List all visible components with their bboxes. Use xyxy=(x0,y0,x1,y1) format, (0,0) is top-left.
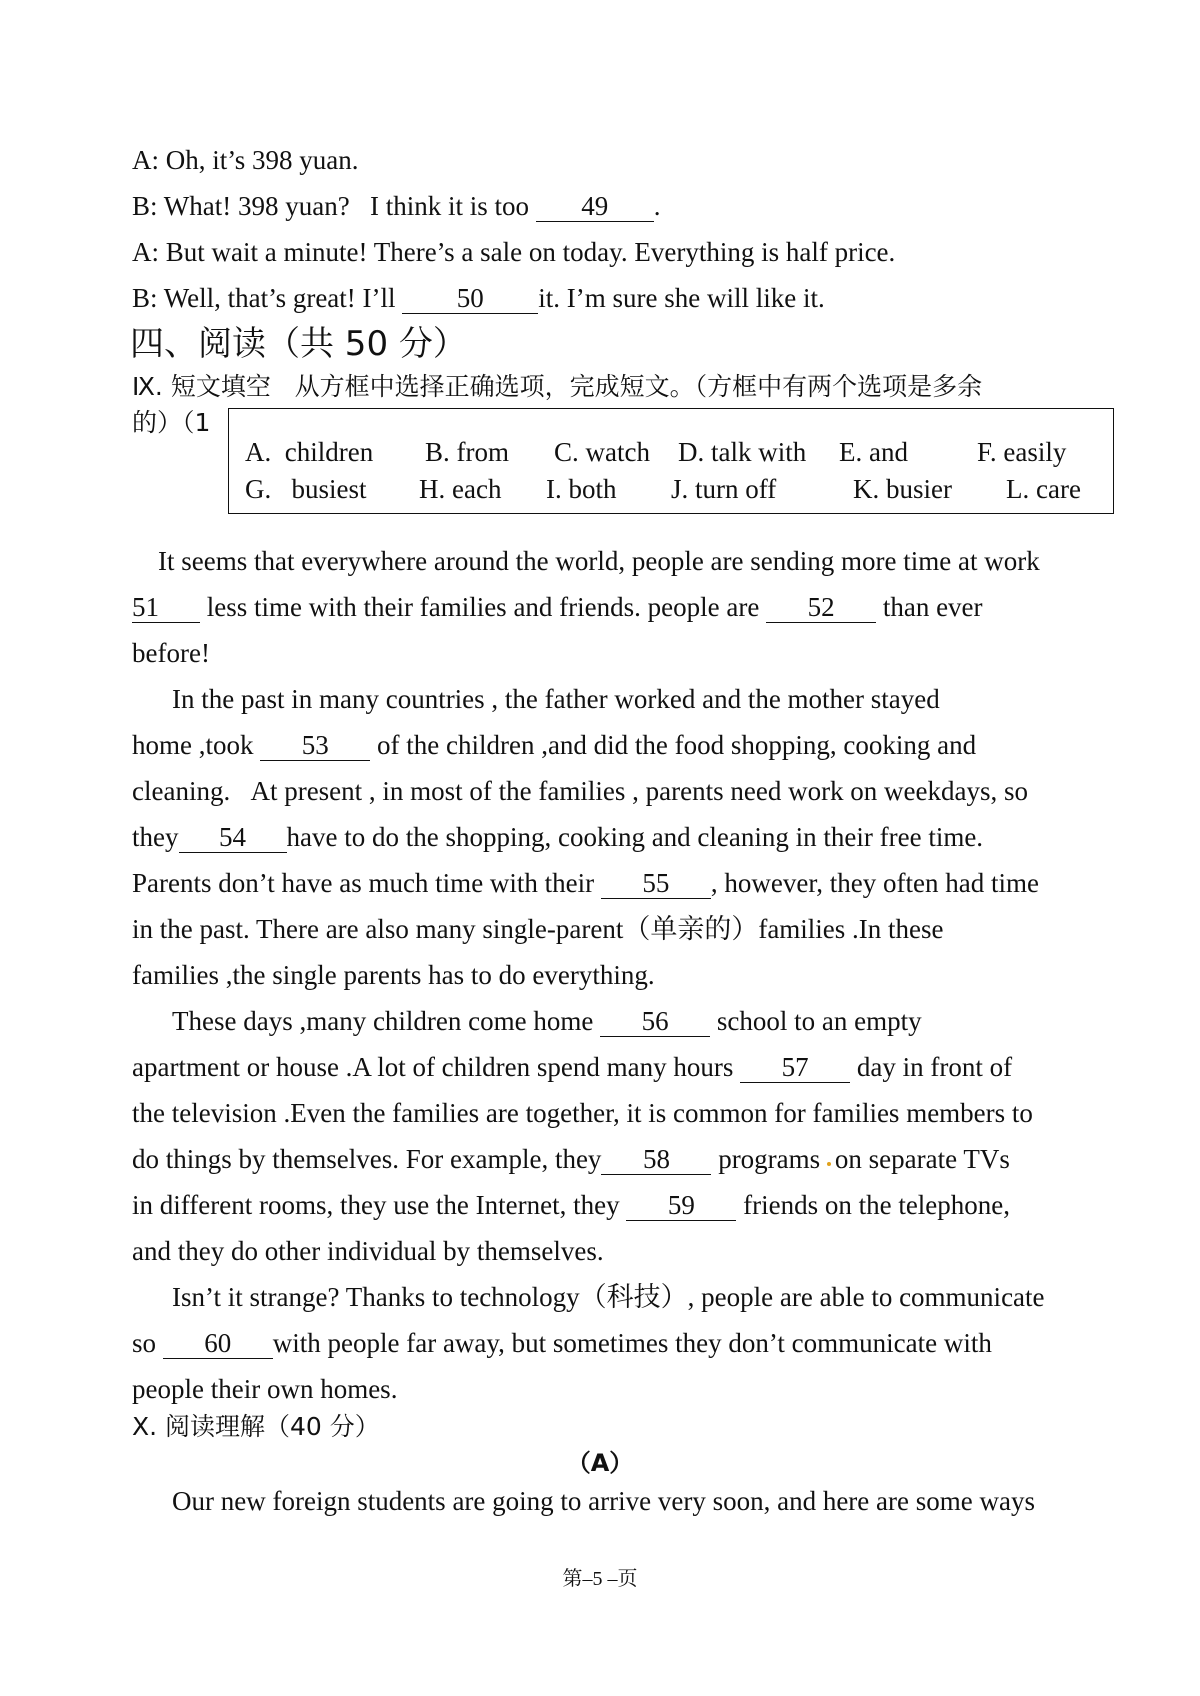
dialogue-text: B: Well, that’s great! I’ll xyxy=(132,283,403,313)
passage-line: they 54 have to do the shopping, cooking and cleaning in their free time. xyxy=(132,822,984,852)
mark-dot xyxy=(827,1162,831,1166)
section-9-title: Ⅸ. 短文填空 从方框中选择正确选项，完成短文。（方框中有两个选项是多余 xyxy=(132,372,983,401)
dialogue-line-a1: A: Oh, it’s 398 yuan. xyxy=(132,145,359,175)
section-10-title: Ⅹ. 阅读理解（40 分） xyxy=(132,1412,380,1441)
blank-58: 58 xyxy=(601,1144,711,1175)
option-d: D. talk with xyxy=(678,437,807,467)
dialogue-line-b2 xyxy=(132,281,825,315)
dialogue-text: B: What! 398 yuan? I think it is too xyxy=(132,191,536,221)
option-c: C. watch xyxy=(554,437,650,467)
blank-56: 56 xyxy=(600,1006,710,1037)
dialogue-text: it. I’m sure she will like it. xyxy=(538,283,825,313)
blank-49: 49 xyxy=(536,191,654,222)
dialogue-text: . xyxy=(653,191,661,221)
passage-line: Isn’t it strange? Thanks to technology（科技）, people are able to communicate xyxy=(172,1282,1045,1312)
blank-59: 59 xyxy=(626,1190,736,1221)
dialogue-line-b1 xyxy=(132,189,660,223)
option-f: F. easily xyxy=(977,437,1067,467)
blank-55: 55 xyxy=(601,868,711,899)
option-e: E. and xyxy=(839,437,908,467)
option-i: I. both xyxy=(546,474,617,504)
option-j: J. turn off xyxy=(671,474,777,504)
passage-a-line: Our new foreign students are going to arrive very soon, and here are some ways xyxy=(172,1486,1035,1516)
section-4-title: 四、阅读（共 50 分） xyxy=(130,324,467,364)
passage-line: so 60 with people far away, but sometimes they don’t communicate with xyxy=(132,1328,992,1358)
subsection-a-title: （A） xyxy=(566,1449,634,1477)
blank-53: 53 xyxy=(260,730,370,761)
dialogue-line-a2: A: But wait a minute! There’s a sale on today. Everything is half price. xyxy=(132,237,896,267)
option-k: K. busier xyxy=(853,474,952,504)
option-l: L. care xyxy=(1006,474,1081,504)
blank-50: 50 xyxy=(402,283,538,314)
option-g: G. busiest xyxy=(245,474,367,504)
passage-line: people their own homes. xyxy=(132,1374,398,1404)
option-a: A. children xyxy=(245,437,374,467)
blank-51: 51 xyxy=(132,592,200,623)
blank-57: 57 xyxy=(740,1052,850,1083)
passage-line: in the past. There are also many single-parent（单亲的）families .In these xyxy=(132,914,944,944)
passage-line: families ,the single parents has to do everything. xyxy=(132,960,655,990)
passage-line: the television .Even the families are together, it is common for families members to xyxy=(132,1098,1033,1128)
passage-line: apartment or house .A lot of children spend many hours 57 day in front of xyxy=(132,1052,1013,1082)
passage-line: in different rooms, they use the Internet, they 59 friends on the telephone, xyxy=(132,1190,1011,1220)
blank-54: 54 xyxy=(179,822,287,853)
passage-line: Parents don’t have as much time with their 55 , however, they often had time xyxy=(132,868,1039,898)
option-h: H. each xyxy=(419,474,502,504)
passage-line: before! xyxy=(132,638,210,668)
passage-line: do things by themselves. For example, they 58 programs on separate TVs xyxy=(132,1144,1010,1174)
passage-line: and they do other individual by themselves. xyxy=(132,1236,604,1266)
passage-line: 51 less time with their families and friends. people are 52 than ever xyxy=(132,592,983,622)
blank-60: 60 xyxy=(163,1328,273,1359)
passage-line: These days ,many children come home 56 school to an empty xyxy=(172,1006,922,1036)
passage-line: It seems that everywhere around the world, people are sending more time at work xyxy=(158,546,1040,576)
passage-line: In the past in many countries , the father worked and the mother stayed xyxy=(172,684,940,714)
section-9-title-cont: 的）（1 xyxy=(132,408,211,437)
option-b: B. from xyxy=(425,437,509,467)
passage-line: cleaning. At present , in most of the families , parents need work on weekdays, so xyxy=(132,776,1029,806)
page-footer: 第–5 –页 xyxy=(562,1568,638,1590)
options-box xyxy=(228,408,1114,514)
passage-line: home ,took 53 of the children ,and did the food shopping, cooking and xyxy=(132,730,977,760)
blank-52: 52 xyxy=(766,592,876,623)
